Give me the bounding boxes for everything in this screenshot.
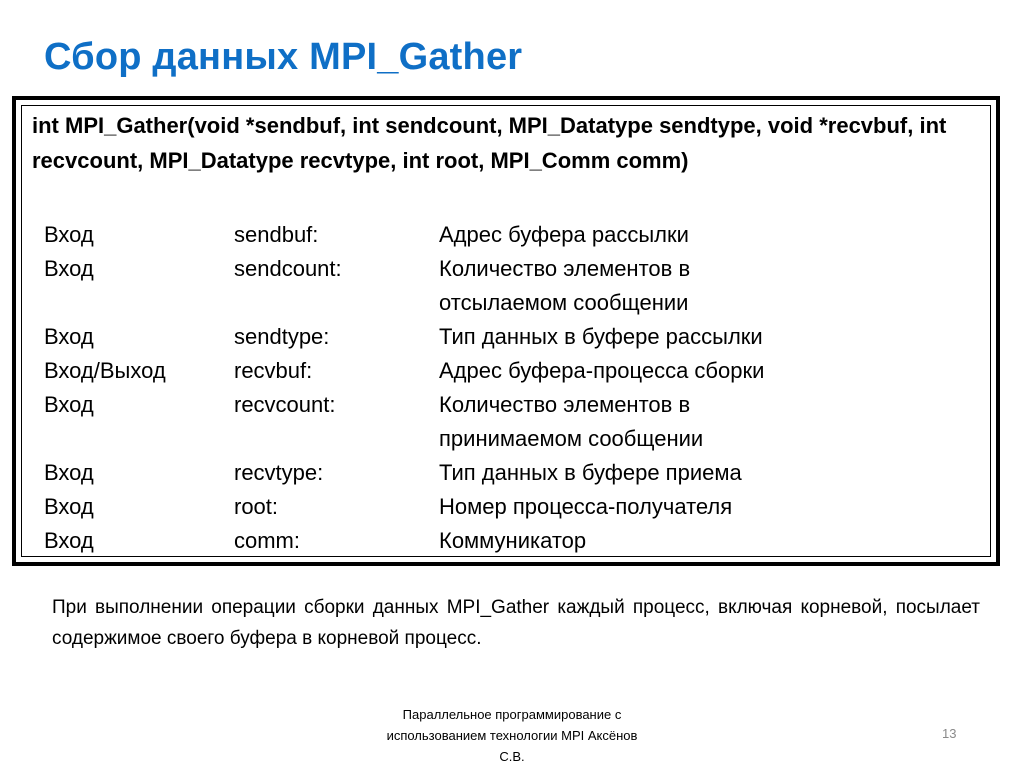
param-row [44,490,984,524]
parameter-table [44,218,984,558]
param-description [439,456,984,490]
param-direction: Вход [44,256,94,281]
page-number: 13 [942,726,957,741]
param-name: sendcount: [234,256,342,281]
param-row [44,218,984,252]
param-description-line: Количество элементов в [439,256,691,281]
footer-text [352,704,672,767]
param-description-line: Количество элементов в [439,392,691,417]
param-direction: Вход [44,222,94,247]
param-name: sendbuf: [234,222,319,247]
param-description-line: отсылаемом сообщении [439,290,689,315]
param-name: recvtype: [234,460,324,485]
param-description-line: Коммуникатор [439,528,587,553]
param-row [44,354,984,388]
param-description-line: Тип данных в буфере рассылки [439,324,763,349]
param-description [439,490,984,524]
param-name: recvcount: [234,392,336,417]
function-signature-box [12,96,1000,566]
param-name: recvbuf: [234,358,313,383]
param-row [44,456,984,490]
param-description-line: Номер процесса-получателя [439,494,733,519]
param-description [439,320,984,354]
footer-line: использованием технологии MPI Аксёнов [386,728,638,743]
param-direction: Вход [44,324,94,349]
param-row [44,524,984,558]
param-description-line: Адрес буфера рассылки [439,222,689,247]
param-description [439,388,984,456]
param-description-line: Адрес буфера-процесса сборки [439,358,765,383]
function-signature: int MPI_Gather(void *sendbuf, int sendcount, MPI_Datatype sendtype, void *recvbuf, int recvcount, MPI_Datatype recvtype, int root, MPI_Comm comm) [32,113,947,173]
param-name: comm: [234,528,300,553]
footer-line: Параллельное программирование с [402,707,622,722]
param-name: sendtype: [234,324,330,349]
param-row [44,320,984,354]
param-row [44,252,984,320]
footer-line: С.В. [499,749,525,764]
param-description-line: принимаемом сообщении [439,426,704,451]
param-row [44,388,984,456]
param-description [439,252,984,320]
param-direction: Вход [44,494,94,519]
param-direction: Вход/Выход [44,358,166,383]
param-description-line: Тип данных в буфере приема [439,460,742,485]
slide-title: Сбор данных MPI_Gather [44,36,523,78]
param-description [439,218,984,252]
param-direction: Вход [44,392,94,417]
description-paragraph: При выполнении операции сборки данных MPI_Gather каждый процесс, включая корневой, посылает содержимое своего буфера в корневой процесс. [52,597,980,649]
param-description [439,524,984,558]
param-name: root: [234,494,279,519]
param-description [439,354,984,388]
param-direction: Вход [44,460,94,485]
param-direction: Вход [44,528,94,553]
